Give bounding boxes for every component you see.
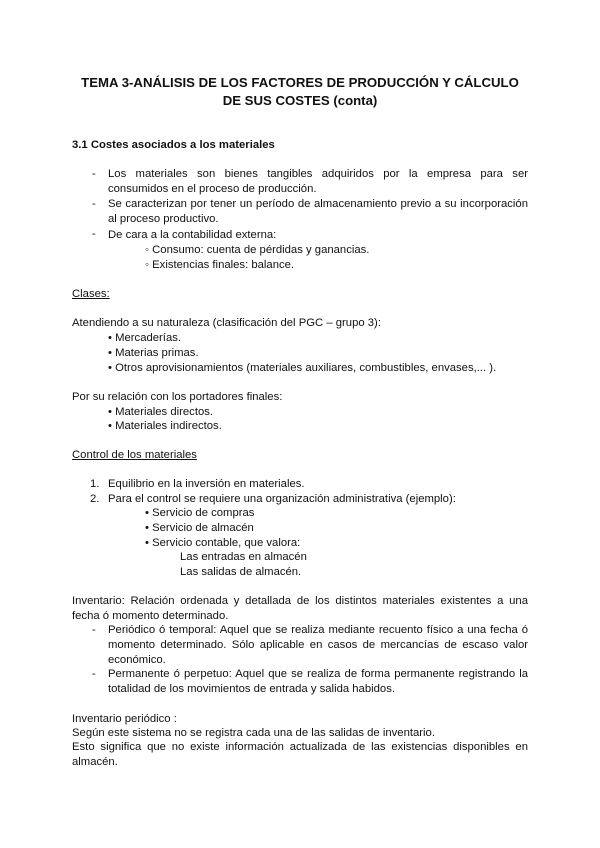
list-item-materias-primas: • Materias primas. [108, 347, 199, 359]
page-title [60, 74, 540, 109]
sub-item-existencias: ◦ Existencias finales: balance. [145, 259, 295, 271]
numbered-item-control: Para el control se requiere una organización administrativa (ejemplo): [108, 493, 456, 505]
list-item-mercaderias: • Mercaderías. [108, 332, 182, 344]
dash-marker: - [92, 168, 96, 180]
dash-marker: - [92, 668, 96, 680]
dash-marker: - [92, 228, 96, 240]
periodico-line-1: Según este sistema no se registra cada una de las salidas de inventario. [72, 727, 435, 739]
dash-item-permanente: Permanente ó perpetuo: Aquel que se realiza de forma permanente registrando la totalidad de los movimientos de entrada y salida habidos. [108, 668, 528, 695]
valora-salidas: Las salidas de almacén. [180, 566, 302, 578]
servicio-compras: • Servicio de compras [145, 507, 255, 519]
section-heading: 3.1 Costes asociados a los materiales [72, 139, 275, 151]
dash-marker: - [92, 624, 96, 636]
servicio-almacen: • Servicio de almacén [145, 522, 254, 534]
dash-item-almacenamiento: Se caracterizan por tener un período de almacenamiento previo a su incorporación al proceso productivo. [108, 198, 528, 225]
periodico-heading: Inventario periódico : [72, 713, 177, 725]
list-item-directos: • Materiales directos. [108, 406, 214, 418]
portadores-intro: Por su relación con los portadores finales: [72, 391, 283, 403]
title-line-1: TEMA 3-ANÁLISIS DE LOS FACTORES DE PRODUCCIÓN Y CÁLCULO [81, 75, 519, 90]
sub-item-consumo: ◦ Consumo: cuenta de pérdidas y ganancias. [145, 244, 370, 256]
numbered-num-2: 2. [90, 493, 100, 505]
list-item-indirectos: • Materiales indirectos. [108, 420, 222, 432]
dash-marker: - [92, 198, 96, 210]
dash-item-periodico: Periódico ó temporal: Aquel que se realiza mediante recuento físico a una fecha ó momento determinado. Sólo aplicable en casos de mercancías de escaso valor económico. [108, 624, 528, 666]
servicio-contable: • Servicio contable, que valora: [145, 537, 301, 549]
numbered-num-1: 1. [90, 478, 100, 490]
naturaleza-intro: Atendiendo a su naturaleza (clasificación del PGC – grupo 3): [72, 317, 381, 329]
control-heading: Control de los materiales [72, 449, 197, 461]
clases-heading: Clases: [72, 288, 110, 300]
dash-item-externa: De cara a la contabilidad externa: [108, 229, 277, 241]
inventario-definition: Inventario: Relación ordenada y detallada de los distintos materiales existentes a una fecha ó momento determinado. [72, 595, 528, 622]
valora-entradas: Las entradas en almacén [180, 551, 307, 563]
dash-item-materiales: Los materiales son bienes tangibles adquiridos por la empresa para ser consumidos en el proceso de producción. [108, 168, 528, 195]
periodico-line-2: Esto significa que no existe información actualizada de las existencias disponibles en almacén. [72, 741, 528, 768]
list-item-otros: • Otros aprovisionamientos (materiales auxiliares, combustibles, envases,... ). [108, 362, 497, 374]
numbered-item-equilibrio: Equilibrio en la inversión en materiales. [108, 478, 305, 490]
title-line-2: DE SUS COSTES (conta) [222, 92, 378, 108]
